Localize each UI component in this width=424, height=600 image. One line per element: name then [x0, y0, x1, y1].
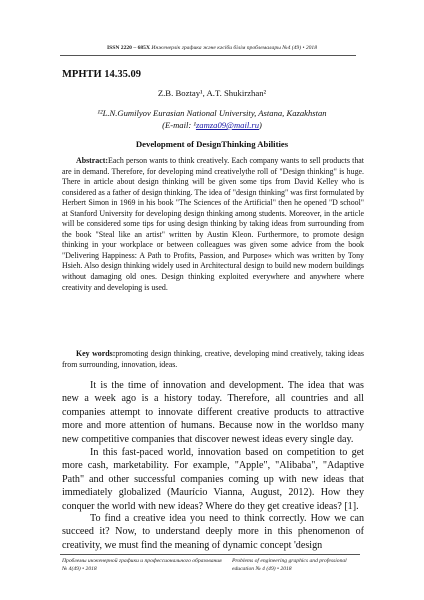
- authors: Z.B. Boztay¹, A.T. Shukirzhan²: [157, 88, 267, 98]
- journal-name: Инженерлік графика және кәсіби білім проблемалары №4 (49) • 2018: [151, 45, 318, 51]
- body-paragraph: It is the time of innovation and development. The idea that was new a week ago is a history today. Therefore, all countries and all companies attempt to innovate different creative products to attractive more and more attention of humans. Because now in the worldso many new competitive companies that discover newest ideas every single day.: [62, 380, 364, 445]
- email-suffix: ): [259, 120, 262, 130]
- footer-right: Problems of engineering graphics and professional education № 4 (49) • 2018: [232, 558, 347, 572]
- running-header: [0, 45, 424, 51]
- email-prefix: (E-mail: ¹: [162, 120, 196, 130]
- udc-code: МРНТИ 14.35.09: [62, 69, 142, 80]
- affiliation-institution: ¹²L.N.Gumilyov Eurasian National University, Astana, Kazakhstan: [97, 108, 327, 118]
- keywords-label: Key words:: [76, 349, 116, 358]
- footer-divider: [60, 554, 360, 555]
- abstract: [62, 156, 364, 293]
- abstract-label: Abstract:: [76, 156, 108, 165]
- body-paragraph: In this fast-paced world, innovation based on competition to get more cash, marketability. For example, "Apple", "Alibaba", "Adaptive Path" and other successful companies coming up with new ideas that immediately globalized (Maurício Vianna, August, 2012). How they conquer the world with new ideas? Where do they get creative ideas? [1].: [62, 447, 364, 512]
- article-title: Development of DesignThinking Abilities: [135, 139, 289, 149]
- keywords-text: promoting design thinking, creative, developing mind creatively, taking ideas from surrounding, innovation, ideas.: [62, 349, 364, 369]
- keywords: [62, 349, 364, 370]
- footer-left: Проблемы инженерной графики и профессионального образования № 4(49) • 2018: [62, 558, 222, 572]
- body-paragraph: To find a creative idea you need to think correctly. How we can succeed it? Now, to understand deeply more in this phenomenon of creativity, we must find the meaning of dynamic concept 'design: [62, 513, 364, 551]
- affiliation: [0, 107, 424, 131]
- abstract-text: Each person wants to think creatively. Each company wants to sell products that are in demand. Therefore, for developing mind creativelythe roll of "Design thinking" is huge. There in article about design thinking will be given some tips from David Kelley who is considered as a father of design thinking. The idea of "design thinking" was first formulated by Herbert Simon in 1969 in his book "The Sciences of the Artificial" then he opened "D school" at Stanford University for developing design thinking among students. Moreover, in the article will be considered some tips for using design thinking by taking ideas from surrounding from the book "Steal like an artist" written by Austin Kleon. Furthermore, to promote design thinking in your workplace or between colleagues was given some advice from the book "Delivering Happiness: A Path to Profits, Passion, and Purpose» which was written by Tony Hsieh. Also design thinking widely used in Architectural design to build new modern buildings without damaging old ones. Design thinking exploited everywhere and anywhere where creativity and developing is used.: [62, 156, 364, 292]
- running-footer: [62, 558, 364, 573]
- header-divider: [60, 55, 356, 56]
- email-link[interactable]: zamza09@mail.ru: [195, 120, 260, 130]
- affiliation-email-line: [0, 119, 424, 131]
- issn-label: ISSN 2220 – 685X: [106, 45, 151, 51]
